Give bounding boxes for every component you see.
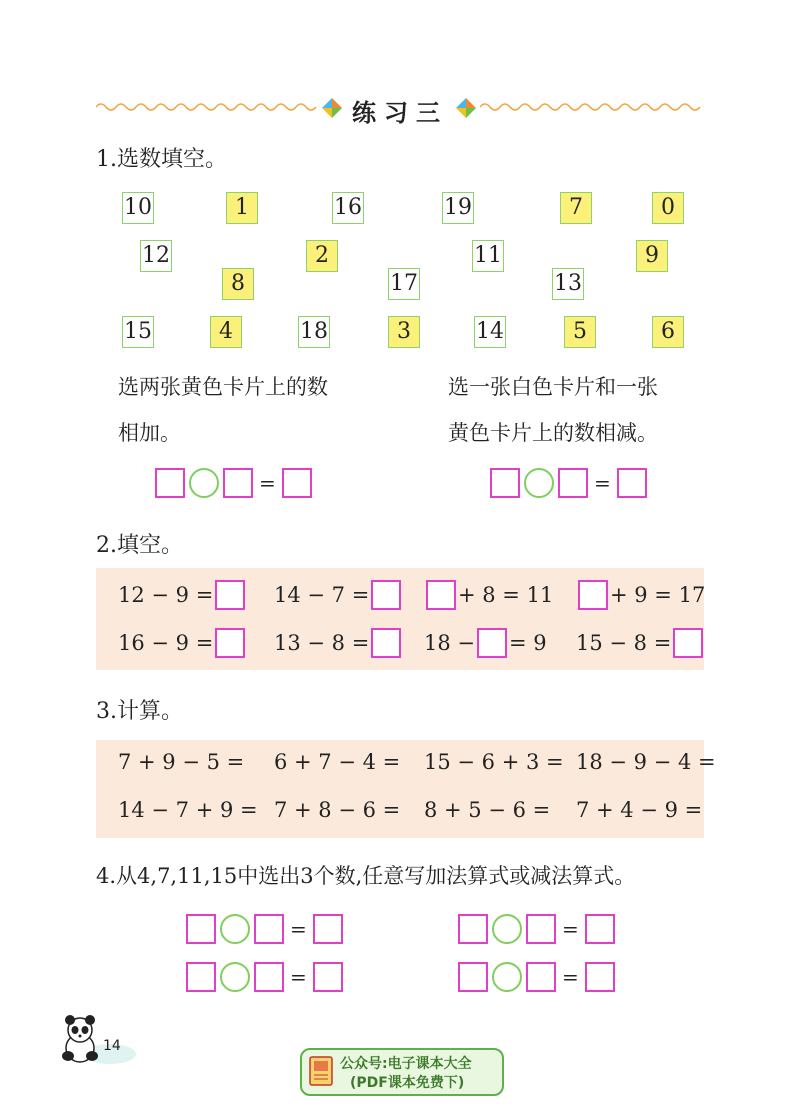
q1-right-prompt-line2: 黄色卡片上的数相减。 — [448, 421, 658, 445]
answer-box[interactable] — [313, 962, 343, 992]
expression-text: 16 − 9 = — [118, 631, 214, 655]
header-ornament-right-icon — [452, 94, 480, 122]
calc-expression: 15 − 6 + 3 = — [424, 750, 564, 774]
badge-line1: 公众号:电子课本大全 — [340, 1056, 472, 1072]
expression-text: 15 − 8 = — [576, 631, 672, 655]
operator-circle[interactable] — [492, 962, 522, 992]
answer-box[interactable] — [186, 962, 216, 992]
q3-title: 3.计算。 — [96, 699, 183, 724]
calc-expression: 14 − 7 + 9 = — [118, 798, 258, 822]
operator-circle[interactable] — [492, 914, 522, 944]
operator-circle[interactable] — [189, 468, 219, 498]
footer-badge — [300, 1048, 504, 1096]
operator-circle[interactable] — [220, 962, 250, 992]
expression-text: 13 − 8 = — [274, 631, 370, 655]
yellow-number-card[interactable]: 0 — [652, 192, 684, 224]
answer-box[interactable] — [578, 580, 608, 610]
panda-mascot-icon — [58, 1012, 138, 1068]
answer-box[interactable] — [673, 628, 703, 658]
equals-sign: = — [290, 965, 307, 989]
fill-blank-expression — [118, 628, 247, 658]
fill-blank-expression — [118, 580, 247, 610]
q1-left-prompt-line2: 相加。 — [118, 421, 181, 445]
white-number-card[interactable]: 12 — [140, 240, 172, 272]
answer-box[interactable] — [254, 914, 284, 944]
expression-text: = 9 — [509, 631, 547, 655]
answer-box[interactable] — [186, 914, 216, 944]
yellow-number-card[interactable]: 2 — [306, 240, 338, 272]
answer-box[interactable] — [371, 580, 401, 610]
white-number-card[interactable]: 15 — [122, 316, 154, 348]
white-number-card[interactable]: 16 — [332, 192, 364, 224]
q1-left-prompt — [118, 364, 328, 456]
fill-blank-expression — [576, 580, 705, 610]
answer-box[interactable] — [558, 468, 588, 498]
yellow-number-card[interactable]: 1 — [226, 192, 258, 224]
calc-expression: 8 + 5 − 6 = — [424, 798, 551, 822]
equals-sign: = — [594, 471, 611, 495]
equals-sign: = — [562, 917, 579, 941]
answer-box[interactable] — [223, 468, 253, 498]
answer-box[interactable] — [215, 580, 245, 610]
header-ornament-left-icon — [318, 94, 346, 122]
answer-box[interactable] — [254, 962, 284, 992]
equals-sign: = — [259, 471, 276, 495]
white-number-card[interactable]: 19 — [442, 192, 474, 224]
calc-expression: 7 + 4 − 9 = — [576, 798, 703, 822]
answer-box[interactable] — [585, 914, 615, 944]
badge-line2: (PDF课本免费下) — [350, 1075, 465, 1091]
answer-box[interactable] — [490, 468, 520, 498]
q4-answer-2 — [458, 914, 615, 944]
expression-text: + 9 = 17 — [610, 583, 706, 607]
answer-box[interactable] — [617, 468, 647, 498]
q1-left-answer — [155, 468, 312, 498]
q1-left-prompt-line1: 选两张黄色卡片上的数 — [118, 375, 328, 399]
operator-circle[interactable] — [524, 468, 554, 498]
equals-sign: = — [290, 917, 307, 941]
white-number-card[interactable]: 13 — [552, 268, 584, 300]
answer-box[interactable] — [313, 914, 343, 944]
answer-box[interactable] — [426, 580, 456, 610]
answer-box[interactable] — [155, 468, 185, 498]
expression-text: + 8 = 11 — [458, 583, 554, 607]
yellow-number-card[interactable]: 7 — [560, 192, 592, 224]
answer-box[interactable] — [458, 962, 488, 992]
yellow-number-card[interactable]: 9 — [636, 240, 668, 272]
fill-blank-expression — [424, 580, 553, 610]
white-number-card[interactable]: 18 — [298, 316, 330, 348]
page-title: 练习三 — [352, 99, 448, 127]
q2-title: 2.填空。 — [96, 533, 183, 558]
answer-box[interactable] — [282, 468, 312, 498]
expression-text: 12 − 9 = — [118, 583, 214, 607]
fill-blank-expression — [576, 628, 705, 658]
q4-answer-4 — [458, 962, 615, 992]
expression-text: 18 − — [424, 631, 475, 655]
q4-answer-3 — [186, 962, 343, 992]
operator-circle[interactable] — [220, 914, 250, 944]
answer-box[interactable] — [526, 962, 556, 992]
q4-answer-1 — [186, 914, 343, 944]
yellow-number-card[interactable]: 3 — [388, 316, 420, 348]
q2-panel — [96, 568, 704, 670]
answer-box[interactable] — [371, 628, 401, 658]
yellow-number-card[interactable]: 8 — [222, 268, 254, 300]
calc-expression: 7 + 8 − 6 = — [274, 798, 401, 822]
answer-box[interactable] — [458, 914, 488, 944]
q3-panel — [96, 740, 716, 838]
answer-box[interactable] — [477, 628, 507, 658]
equals-sign: = — [562, 965, 579, 989]
page-number: 14 — [103, 1038, 121, 1054]
white-number-card[interactable]: 14 — [474, 316, 506, 348]
yellow-number-card[interactable]: 5 — [564, 316, 596, 348]
white-number-card[interactable]: 11 — [472, 240, 504, 272]
white-number-card[interactable]: 10 — [122, 192, 154, 224]
header-wave-left — [96, 100, 321, 114]
yellow-number-card[interactable]: 4 — [210, 316, 242, 348]
q1-right-prompt-line1: 选一张白色卡片和一张 — [448, 375, 658, 399]
white-number-card[interactable]: 17 — [388, 268, 420, 300]
answer-box[interactable] — [585, 962, 615, 992]
calc-expression: 18 − 9 − 4 = — [576, 750, 716, 774]
header-wave-right — [480, 100, 705, 114]
book-icon — [308, 1055, 334, 1087]
q1-right-prompt — [448, 364, 658, 456]
q1-right-answer — [490, 468, 647, 498]
answer-box[interactable] — [215, 628, 245, 658]
fill-blank-expression — [274, 580, 403, 610]
answer-box[interactable] — [526, 914, 556, 944]
q1-title: 1.选数填空。 — [96, 147, 227, 172]
q4-title: 4.从4,7,11,15中选出3个数,任意写加法算式或减法算式。 — [96, 864, 636, 888]
fill-blank-expression — [274, 628, 403, 658]
calc-expression: 7 + 9 − 5 = — [118, 750, 245, 774]
yellow-number-card[interactable]: 6 — [652, 316, 684, 348]
fill-blank-expression — [424, 628, 547, 658]
calc-expression: 6 + 7 − 4 = — [274, 750, 401, 774]
expression-text: 14 − 7 = — [274, 583, 370, 607]
